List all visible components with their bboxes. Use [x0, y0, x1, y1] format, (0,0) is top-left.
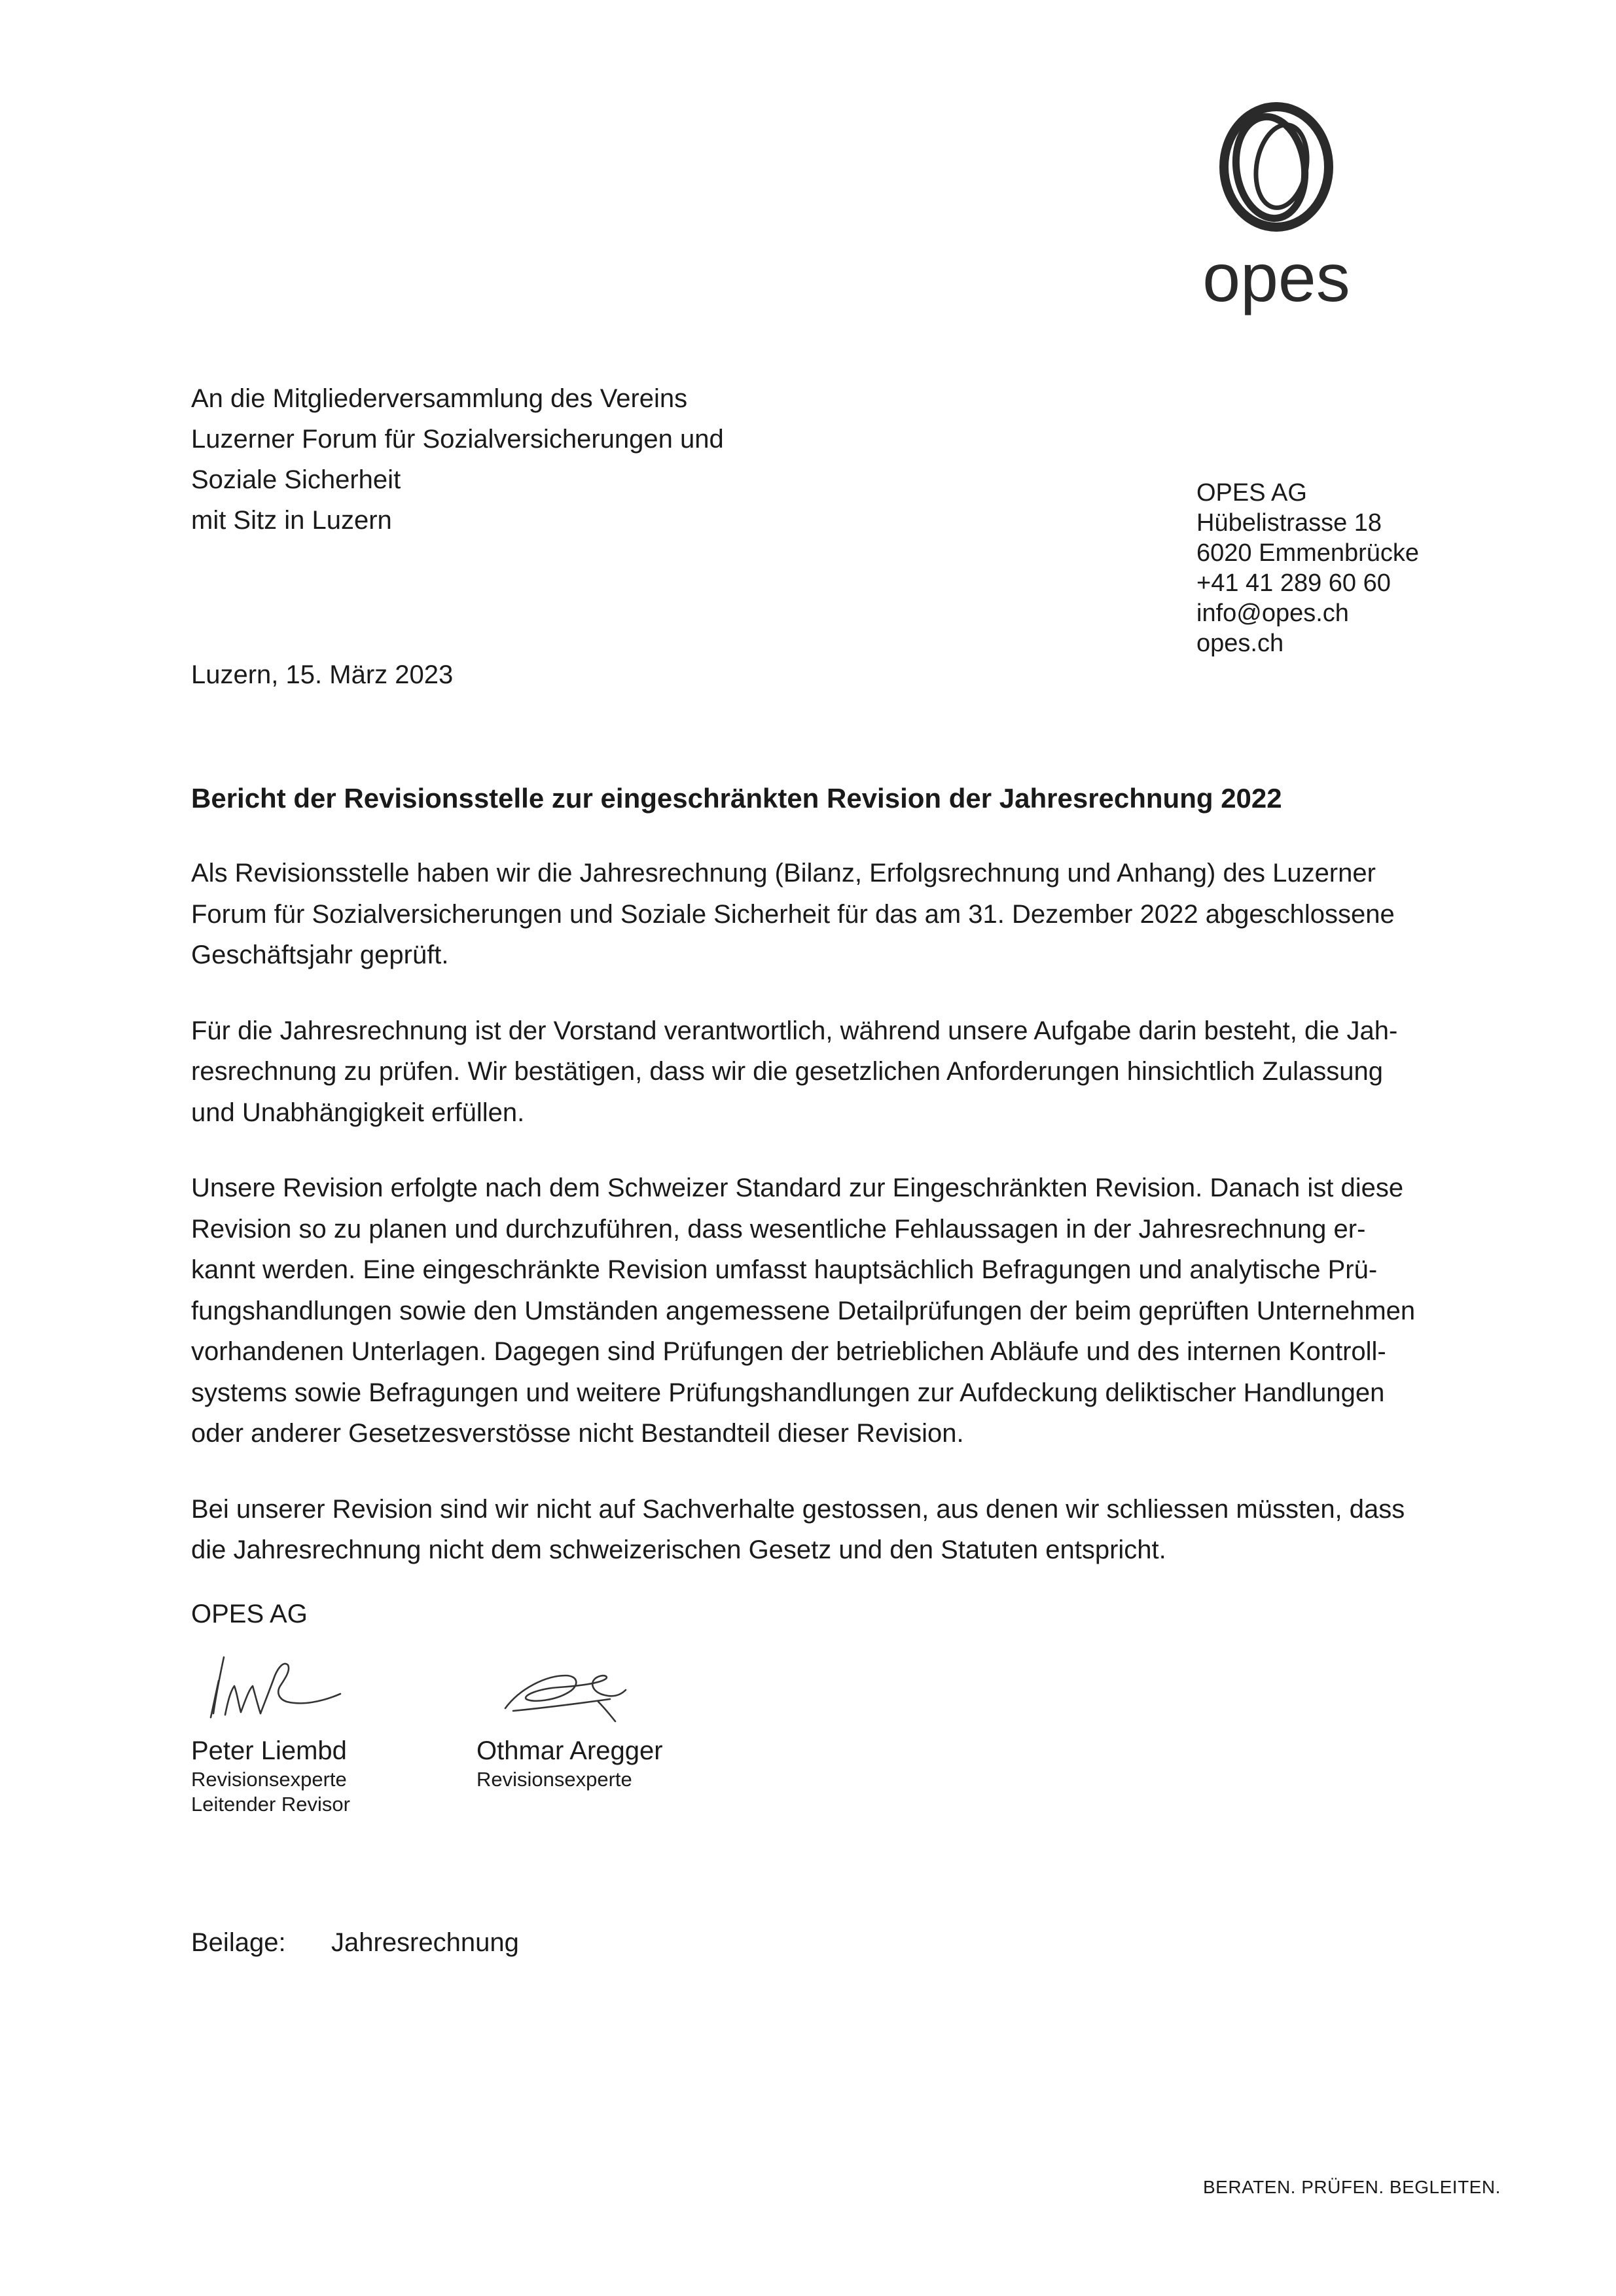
opes-logo — [1191, 98, 1361, 321]
signer-role: Revisionsexperte — [476, 1768, 632, 1791]
enclosure-value: Jahresrechnung — [331, 1928, 519, 1957]
paragraph-line: Unsere Revision erfolgte nach dem Schweizer Standard zur Eingeschränkten Revision. Danach ist diese — [191, 1174, 1404, 1202]
enclosure — [191, 1924, 519, 1961]
opes-ring-logo-icon — [1191, 98, 1361, 321]
paragraph — [191, 1011, 1487, 1134]
paragraph-line: vorhandenen Unterlagen. Dagegen sind Prüfungen der betrieblichen Abläufe und des internen Kontroll- — [191, 1337, 1386, 1366]
paragraph-line: Forum für Sozialversicherungen und Soziale Sicherheit für das am 31. Dezember 2022 abgeschlossene — [191, 899, 1395, 929]
footer-tagline: BERATEN. PRÜFEN. BEGLEITEN. — [1203, 2177, 1501, 2197]
report-body — [191, 853, 1487, 1605]
paragraph-line: Als Revisionsstelle haben wir die Jahresrechnung (Bilanz, Erfolgsrechnung und Anhang) des Luzerner — [191, 859, 1376, 888]
signature-aregger — [500, 1656, 644, 1728]
handwritten-signature-icon — [204, 1649, 348, 1728]
sender-website: opes.ch — [1196, 630, 1284, 657]
paragraph-line: Revision so zu planen und durchzuführen, dass wesentliche Fehlaussagen in der Jahresrechnung er- — [191, 1214, 1366, 1244]
paragraph — [191, 1168, 1487, 1454]
recipient-line: mit Sitz in Luzern — [191, 506, 392, 535]
sender-street: Hübelistrasse 18 — [1196, 509, 1382, 537]
recipient-line: An die Mitgliederversammlung des Vereins — [191, 384, 688, 413]
paragraph-line: Bei unserer Revision sind wir nicht auf Sachverhalte gestossen, aus denen wir schliessen müssten, dass — [191, 1494, 1405, 1524]
recipient-line: Luzerner Forum für Sozialversicherungen und — [191, 425, 724, 454]
recipient-line: Soziale Sicherheit — [191, 465, 401, 494]
signer-role-secondary: Leitender Revisor — [191, 1793, 350, 1816]
letter-date: Luzern, 15. März 2023 — [191, 660, 454, 689]
paragraph-line: Für die Jahresrechnung ist der Vorstand verantwortlich, während unsere Aufgabe darin besteht, die Jah- — [191, 1016, 1398, 1045]
paragraph-line: resrechnung zu prüfen. Wir bestätigen, dass wir die gesetzlichen Anforderungen hinsichtlich Zulassung — [191, 1057, 1384, 1086]
signer-name: Othmar Aregger — [476, 1736, 663, 1765]
signer-aregger — [476, 1734, 663, 1792]
paragraph-line: systems sowie Befragungen und weitere Prüfungshandlungen zur Aufdeckung deliktischer Handlungen — [191, 1378, 1385, 1407]
signature-company: OPES AG — [191, 1600, 308, 1628]
paragraph — [191, 1489, 1487, 1571]
sender-email: info@opes.ch — [1196, 600, 1349, 627]
paragraph-line: fungshandlungen sowie den Umständen angemessene Detailprüfungen der beim geprüften Unternehmen — [191, 1296, 1416, 1325]
recipient-address — [191, 378, 846, 541]
logo-wordmark: opes — [1202, 240, 1350, 316]
sender-phone: +41 41 289 60 60 — [1196, 569, 1391, 597]
signer-liembd — [191, 1734, 350, 1817]
paragraph-line: Geschäftsjahr geprüft. — [191, 941, 449, 969]
paragraph-line: kannt werden. Eine eingeschränkte Revision umfasst hauptsächlich Befragungen und analytische Prü- — [191, 1255, 1378, 1284]
signer-name: Peter Liembd — [191, 1736, 347, 1765]
sender-city: 6020 Emmenbrücke — [1196, 539, 1420, 567]
paragraph — [191, 853, 1487, 976]
paragraph-line: und Unabhängigkeit erfüllen. — [191, 1098, 525, 1127]
report-title: Bericht der Revisionsstelle zur eingeschränkten Revision der Jahresrechnung 2022 — [191, 783, 1282, 814]
signer-role: Revisionsexperte — [191, 1768, 347, 1791]
paragraph-line: die Jahresrechnung nicht dem schweizerischen Gesetz und den Statuten entspricht. — [191, 1535, 1166, 1564]
enclosure-label: Beilage: — [191, 1928, 286, 1957]
sender-address — [1196, 478, 1524, 658]
sender-company: OPES AG — [1196, 479, 1307, 507]
handwritten-signature-icon — [500, 1656, 644, 1728]
paragraph-line: oder anderer Gesetzesverstösse nicht Bestandteil dieser Revision. — [191, 1419, 964, 1448]
signature-liembd — [204, 1649, 348, 1728]
